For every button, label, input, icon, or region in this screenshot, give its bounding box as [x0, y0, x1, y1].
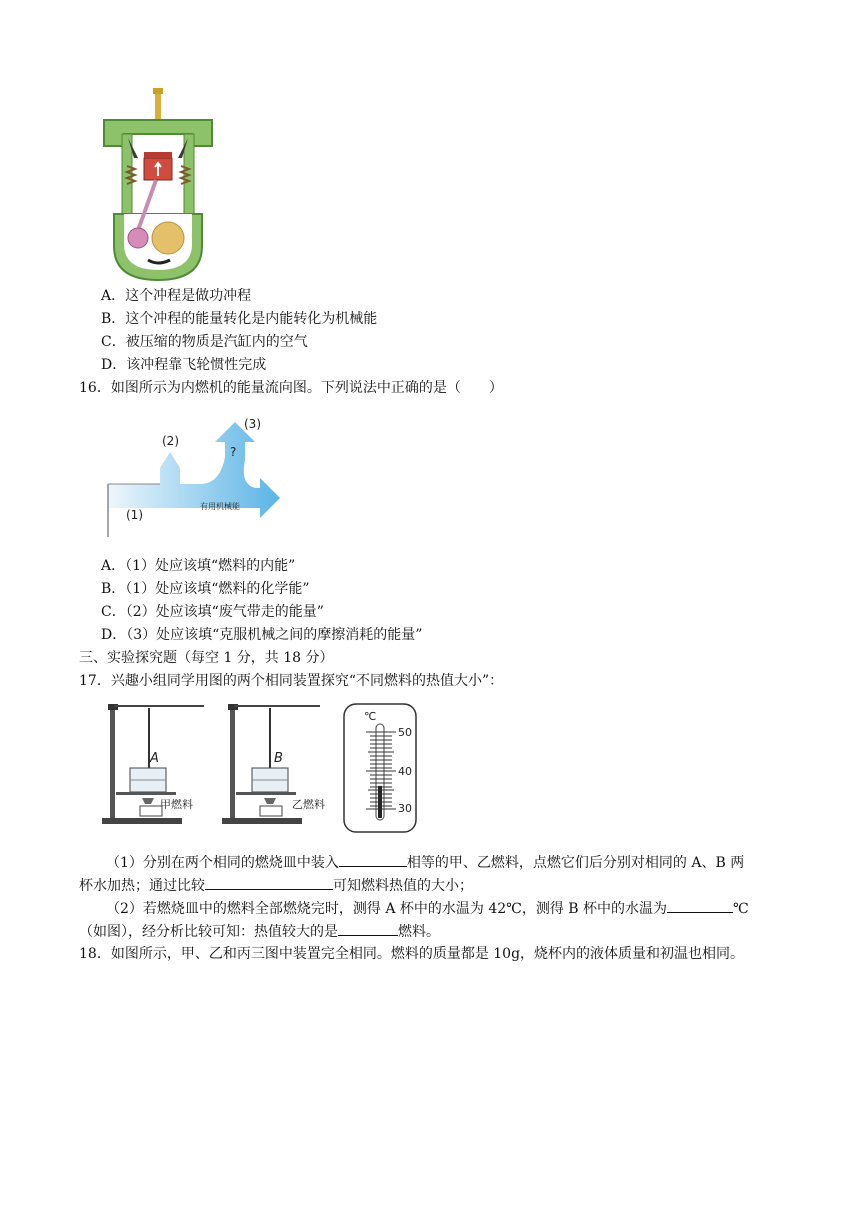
q16-stem: 16．如图所示为内燃机的能量流向图。下列说法中正确的是（ ）: [79, 380, 503, 396]
q17-p1-text-c: 杯水加热；通过比较: [79, 878, 205, 894]
label-useful-energy: 有用机械能: [200, 502, 240, 511]
q17-p1-text-d: 可知燃料热值的大小；: [333, 878, 473, 894]
blank-temperature[interactable]: [667, 898, 733, 913]
section-3-title: 三、实验探究题（每空 1 分，共 18 分）: [79, 650, 334, 666]
energy-flow-figure: [100, 412, 290, 542]
label-1: (1): [126, 508, 143, 522]
q16-option-d: D．（3）处应该填“克服机械之间的摩擦消耗的能量”: [101, 627, 423, 643]
q17-p2-text-a: （2）若燃烧皿中的燃料全部燃烧完时，测得 A 杯中的水温为 42℃，测得 B 杯中的水温为: [106, 901, 668, 917]
q17-part1-line1: [106, 852, 744, 873]
tick-30: 30: [398, 802, 412, 815]
q17-p2-text-b: ℃: [733, 901, 749, 917]
tick-40: 40: [398, 765, 412, 778]
q15-option-c: C．被压缩的物质是汽缸内的空气: [101, 334, 308, 350]
label-2: (2): [162, 434, 179, 448]
label-fuel-a: 甲燃料: [160, 798, 193, 811]
q18-stem: 18．如图所示，甲、乙和丙三图中装置完全相同。燃料的质量都是 10g，烧杯内的液体质量和初温也相同。: [79, 946, 745, 962]
q17-p1-text-b: 相等的甲、乙燃料，点燃它们后分别对相同的 A、B 两: [406, 855, 745, 871]
label-question: ?: [230, 445, 237, 459]
q17-p1-text-a: （1）分别在两个相同的燃烧皿中装入: [106, 855, 339, 871]
blank-compare[interactable]: [205, 875, 333, 890]
blank-fuel[interactable]: [338, 921, 398, 936]
label-fuel-b: 乙燃料: [292, 798, 325, 811]
q17-p2-text-c: （如图），经分析比较可知：热值较大的是: [79, 924, 338, 940]
label-b: B: [274, 751, 283, 766]
q17-p2-text-d: 燃料。: [398, 924, 440, 940]
q15-option-d: D．该冲程靠飞轮惯性完成: [101, 357, 267, 373]
q16-option-a: A．（1）处应该填“燃料的内能”: [101, 558, 296, 574]
q17-part2-line2: [79, 921, 440, 942]
apparatus-figure: [100, 700, 440, 836]
q17-part1-line2: [79, 875, 473, 896]
q16-option-c: C．（2）处应该填“废气带走的能量”: [101, 604, 324, 620]
label-3: (3): [244, 417, 261, 431]
engine-cylinder-figure: [100, 86, 216, 282]
thermometer-unit: ℃: [364, 710, 377, 723]
q17-part2-line1: [106, 898, 749, 919]
q17-stem: 17．兴趣小组同学用图的两个相同装置探究“不同燃料的热值大小”：: [79, 673, 504, 689]
label-a: A: [150, 751, 159, 766]
q15-option-a: A．这个冲程是做功冲程: [101, 288, 252, 304]
q16-option-b: B．（1）处应该填“燃料的化学能”: [101, 581, 310, 597]
q15-option-b: B．这个冲程的能量转化是内能转化为机械能: [101, 311, 378, 327]
blank-mass[interactable]: [339, 852, 407, 867]
tick-50: 50: [398, 726, 412, 739]
